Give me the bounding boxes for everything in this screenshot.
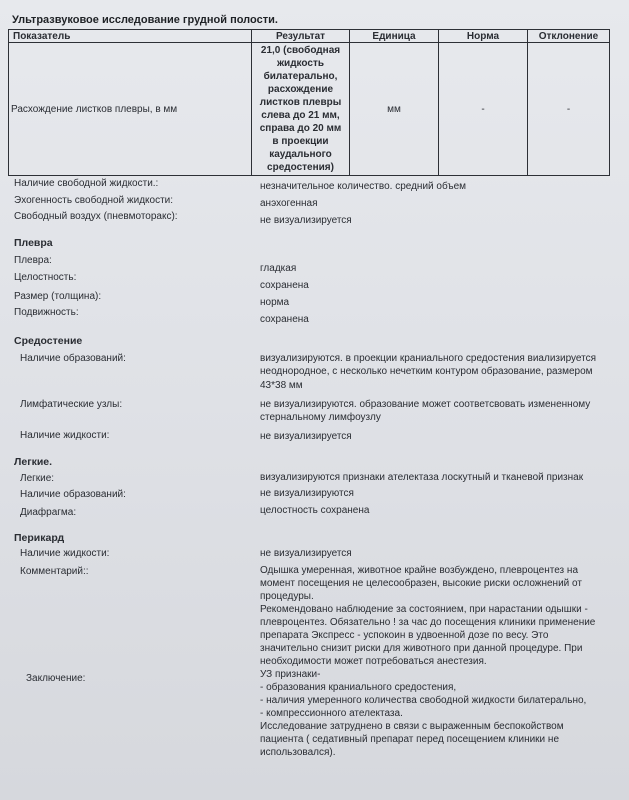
lungs-formations-label: Наличие образований: [20,489,126,500]
pleura-size-label: Размер (толщина): [14,291,102,302]
header-deviation: Отклонение [528,30,610,43]
conclusion-line: Исследование затруднено в связи с выраженным беспокойством [260,721,564,732]
report-title: Ультразвуковое исследование грудной полости. [12,14,278,26]
comment-label: Комментарий:: [20,566,89,577]
mediastinum-fluid-value: не визуализируется [260,431,352,442]
conclusion-line: - образования краниального средостения, [260,682,457,693]
comment-line: Одышка умеренная, животное крайне возбуждено, плевроцентез на [260,565,579,576]
conclusion-line: использовался). [260,747,336,758]
pleura-integrity-label: Целостность: [14,272,77,283]
comment-line: плевроцентез. Обязательно ! за час до посещения клиники применение [260,617,596,628]
section-mediastinum-title: Средостение [14,335,83,347]
comment-line: препарата Экспресс - успокоин в удвоенной дозе по весу. Это [260,630,549,641]
comment-line: Рекомендовано наблюдение за состоянием, при нарастании одышки - [260,604,588,615]
cell-unit: мм [350,43,439,176]
result-line: билатерально, [263,71,338,82]
conclusion-label: Заключение: [26,673,86,684]
free-air-value: не визуализируется [260,215,352,226]
header-indicator: Показатель [9,30,252,43]
result-line: средостения) [267,162,334,173]
free-air-label: Свободный воздух (пневмоторакс): [14,211,178,222]
fluid-presence-label: Наличие свободной жидкости.: [14,178,159,189]
header-result: Результат [252,30,350,43]
pericardium-fluid-label: Наличие жидкости: [20,548,110,559]
comment-line: значительно снизит риски для животного при данной процедуре. При [260,643,583,654]
cell-norm: - [439,43,528,176]
diaphragm-label: Диафрагма: [20,507,77,518]
header-norm: Норма [439,30,528,43]
cell-indicator: Расхождение листков плевры, в мм [9,43,252,176]
conclusion-line: УЗ признаки- [260,669,321,680]
result-line: слева до 21 мм, [261,110,340,121]
lymph-nodes-line: не визуализируются. образование может соответсвовать измененному [260,399,591,410]
table-header-row [9,30,610,43]
comment-line: процедуры. [260,591,314,602]
diaphragm-value: целостность сохранена [260,505,370,516]
conclusion-line: - компрессионного ателектаза. [260,708,403,719]
fluid-presence-value: незначительное количество. средний объем [260,181,467,192]
pleura-size-value: сохранена [260,280,309,291]
section-pleura-title: Плевра [14,237,53,249]
mediastinum-fluid-label: Наличие жидкости: [20,430,110,441]
result-line: справа до 20 мм [259,123,342,134]
conclusion-line: пациента ( седативный препарат перед посещением клиники не [260,734,560,745]
pericardium-fluid-value: не визуализируется [260,548,352,559]
mediastinum-formations-line: 43*38 мм [260,380,303,391]
results-table [8,29,610,176]
cell-deviation: - [528,43,610,176]
section-lungs-title: Легкие. [14,456,53,468]
conclusion-line: - наличия умеренного количества свободной жидкости билатерально, [260,695,587,706]
result-line: в проекции [272,136,329,147]
result-line: листков плевры [259,97,342,108]
lungs-formations-value: не визуализируются [260,488,354,499]
result-line: жидкость [276,58,325,69]
mediastinum-formations-line: неоднородное, с несколько нечетким контуром образование, размером [260,366,593,377]
fluid-echo-value: анэхогенная [260,198,318,209]
mediastinum-formations-line: визуализируются. в проекции краниального средостения виализируется [260,353,597,364]
pleura-mobility-label: Подвижность: [14,307,79,318]
lymph-nodes-line: стернальному лимфоузлу [260,412,381,423]
section-pericardium-title: Перикард [14,532,65,544]
mediastinum-formations-label: Наличие образований: [20,353,126,364]
result-line: каудального [269,149,332,160]
cell-result [252,43,350,176]
lungs-label: Легкие: [20,473,55,484]
pleura-label: Плевра: [14,255,52,266]
comment-line: необходимости может потребоваться анестезия. [260,656,487,667]
header-unit: Единица [350,30,439,43]
pleura-integrity-value: гладкая [260,263,297,274]
lymph-nodes-label: Лимфатические узлы: [20,399,123,410]
lungs-value: визуализируются признаки ателектаза лоскутный и тканевой признак [260,472,584,483]
result-line: 21,0 (свободная [260,45,341,56]
fluid-echo-label: Эхогенность свободной жидкости: [14,195,174,206]
pleura-mobility-value: норма [260,297,290,308]
table-row [9,43,610,176]
pleura-extra-value: сохранена [260,314,309,325]
comment-line: момент посещения не целесообразен, высокие риски осложнений от [260,578,582,589]
result-line: расхождение [267,84,334,95]
